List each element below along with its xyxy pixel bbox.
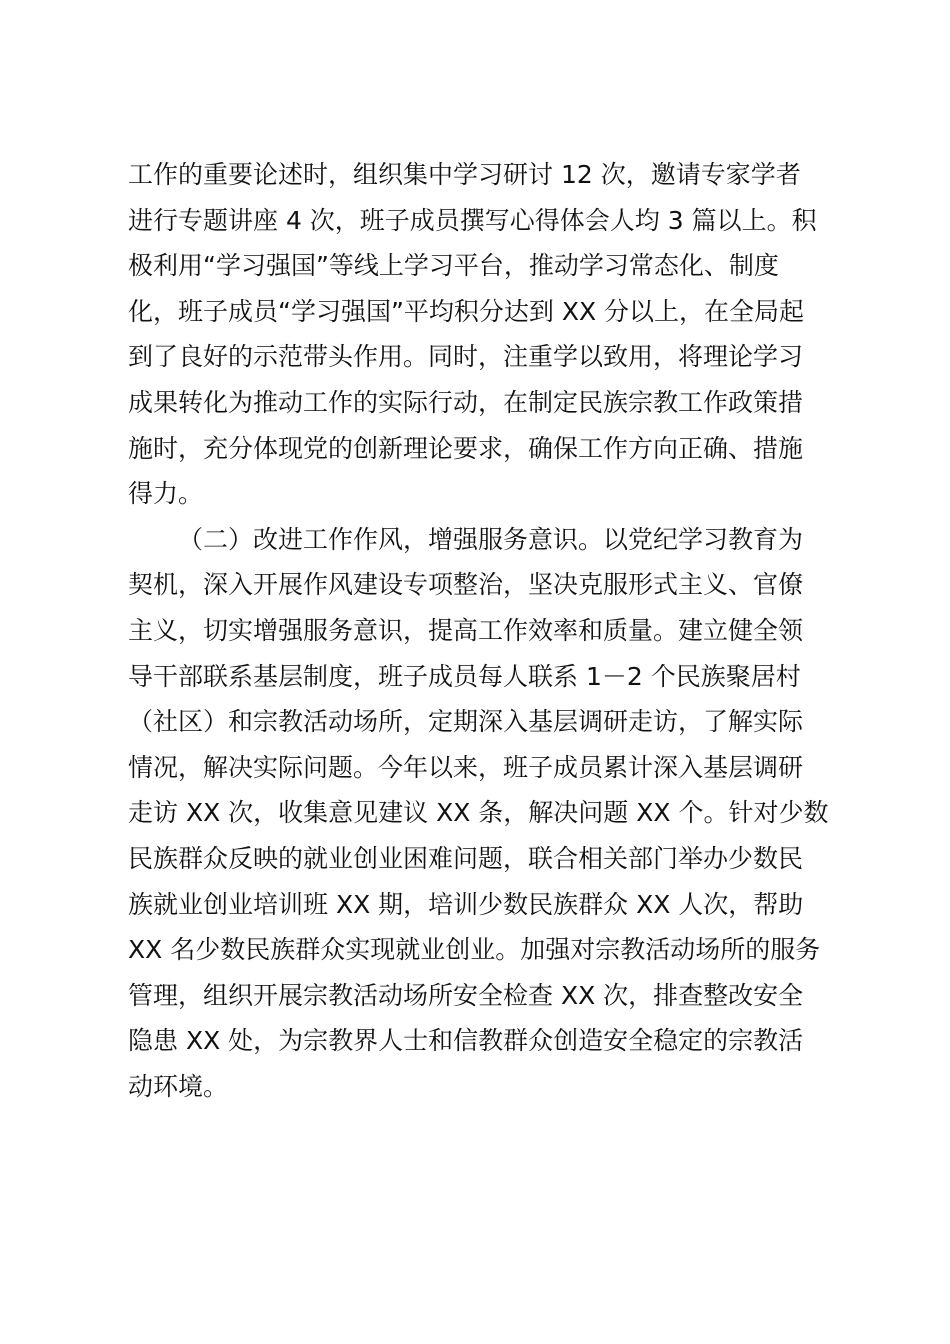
text-line: XX 名少数民族群众实现就业创业。加强对宗教活动场所的服务 [128,935,821,965]
text-line: 族就业创业培训班 XX 期，培训少数民族群众 XX 人次，帮助 [128,889,804,919]
text-line: 契机，深入开展作风建设专项整治，坚决克服形式主义、官僚 [128,570,804,600]
paragraph-study [128,152,838,517]
text-line: （社区）和宗教活动场所，定期深入基层调研走访，了解实际 [128,707,804,737]
document-body [128,152,838,1109]
text-line: 工作的重要论述时，组织集中学习研讨 12 次，邀请专家学者 [128,160,801,189]
text-line: 施时，充分体现党的创新理论要求，确保工作方向正确、措施 [128,433,804,463]
text-line: 成果转化为推动工作的实际行动，在制定民族宗教工作政策措 [128,387,804,417]
text-line: 到了良好的示范带头作用。同时，注重学以致用，将理论学习 [128,342,804,372]
text-line: 管理，组织开展宗教活动场所安全检查 XX 次，排查整改安全 [128,980,804,1010]
text-line: 隐患 XX 处，为宗教界人士和信教群众创造安全稳定的宗教活 [128,1026,804,1056]
text-line: 动环境。 [128,1071,229,1101]
text-line: 得力。 [128,479,204,509]
text-line: 走访 XX 次，收集意见建议 XX 条，解决问题 XX 个。针对少数 [128,798,829,828]
text-line: 化，班子成员“学习强国”平均积分达到 XX 分以上，在全局起 [128,296,805,326]
text-line: 主义，切实增强服务意识，提高工作效率和质量。建立健全领 [128,615,804,645]
text-line: 进行专题讲座 4 次，班子成员撰写心得体会人均 3 篇以上。积 [128,205,817,235]
text-line: 极利用“学习强国”等线上学习平台，推动学习常态化、制度 [128,251,779,281]
section-heading-line: （二）改进工作作风，增强服务意识。以党纪学习教育为 [178,524,804,554]
text-line: 情况，解决实际问题。今年以来，班子成员累计深入基层调研 [128,752,804,782]
text-line: 导干部联系基层制度，班子成员每人联系 1－2 个民族聚居村 [128,661,801,691]
paragraph-work-style [128,517,838,1110]
text-line: 民族群众反映的就业创业困难问题，联合相关部门举办少数民 [128,843,804,873]
